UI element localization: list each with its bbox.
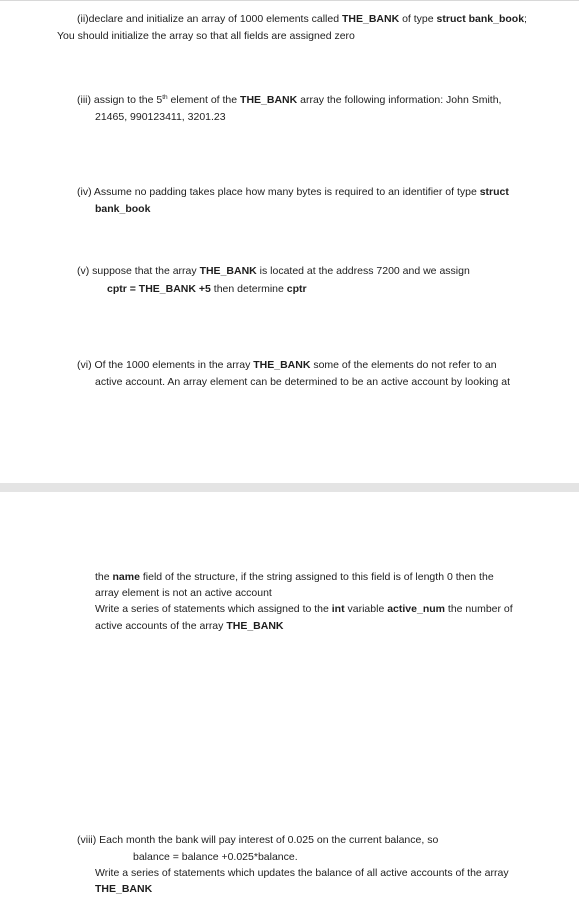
bold-keyword: int (331, 603, 345, 615)
text: Write a series of statements which assigned to the (95, 603, 332, 615)
bold-array-name: THE_BANK (341, 13, 400, 25)
question-v-line1 (77, 264, 470, 278)
text: is located at the address 7200 and we assign (256, 265, 470, 277)
bold-field-name: name (112, 571, 140, 583)
question-vi-line2: active account. An array element can be determined to be an active account by looking at (95, 376, 511, 388)
text: variable (344, 603, 388, 615)
text: (v) suppose that the array (77, 265, 200, 277)
bold-type-name: struct (479, 186, 509, 198)
text: (vi) Of the 1000 elements in the array (77, 359, 254, 371)
question-vi-line3 (95, 570, 494, 584)
text: (ii)declare and initialize an array of 1000 elements called (77, 13, 342, 25)
question-vi-line6 (95, 619, 284, 633)
bold-type-name: bank_book (95, 203, 151, 215)
text: then determine (210, 283, 287, 295)
question-v-line2 (107, 282, 307, 296)
question-viii-line4 (95, 882, 152, 896)
question-iii-line1 (77, 93, 501, 107)
text: the number of (444, 603, 513, 615)
bold-expression: cptr = THE_BANK +5 (107, 283, 211, 295)
superscript: th (162, 94, 168, 101)
bold-variable: cptr (286, 283, 307, 295)
text: some of the elements do not refer to an (310, 359, 497, 371)
question-iv-line1 (77, 185, 509, 199)
bold-type-name: struct bank_book (436, 13, 525, 25)
question-viii-line3: Write a series of statements which updates the balance of all active accounts of the array (95, 867, 509, 879)
text: array the following information: John Smith, (297, 94, 502, 106)
text: element of the (167, 94, 241, 106)
question-viii-formula: balance = balance +0.025*balance. (133, 851, 298, 863)
page-break (0, 483, 579, 492)
question-vi-line5 (95, 602, 513, 616)
bold-array-name: THE_BANK (226, 620, 284, 632)
question-ii-line1 (77, 12, 527, 26)
bold-array-name: THE_BANK (95, 883, 153, 895)
text: active accounts of the array (95, 620, 227, 632)
question-ii-line2: You should initialize the array so that all fields are assigned zero (57, 30, 355, 42)
bold-array-name: THE_BANK (199, 265, 257, 277)
text: (iii) assign to the 5 (77, 94, 163, 106)
question-iii-line2: 21465, 990123411, 3201.23 (95, 111, 226, 123)
question-vi-line1 (77, 358, 497, 372)
question-vi-line4: array element is not an active account (95, 587, 272, 599)
bold-array-name: THE_BANK (240, 94, 298, 106)
text: (iv) Assume no padding takes place how many bytes is required to an identifier of type (77, 186, 480, 198)
bold-array-name: THE_BANK (253, 359, 311, 371)
question-viii-line1: (viii) Each month the bank will pay interest of 0.025 on the current balance, so (77, 834, 439, 846)
bold-variable: active_num (387, 603, 445, 615)
page-top-border (0, 0, 579, 1)
text: of type (399, 13, 437, 25)
question-iv-line2 (95, 202, 150, 216)
text: field of the structure, if the string assigned to this field is of length 0 then the (139, 571, 494, 583)
text: ; (524, 13, 527, 25)
text: the (95, 571, 113, 583)
